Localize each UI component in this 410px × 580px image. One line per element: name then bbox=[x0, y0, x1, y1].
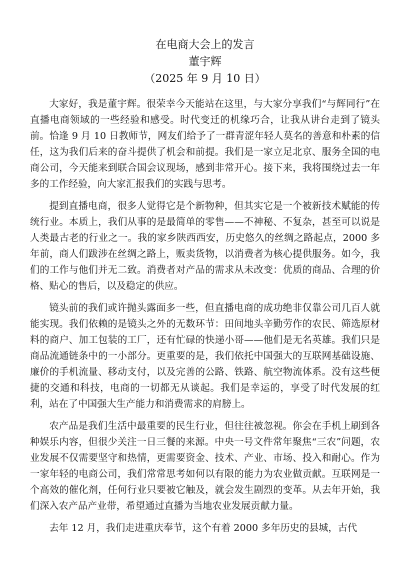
paragraph-fengjie: 去年 12 月，我们走进重庆奉节，这个有着 2000 多年历史的县城，古代 bbox=[49, 523, 358, 534]
paragraph-agriculture: 农产品是我们生活中最重要的民生行业，但往往被忽视。你会在手机上刷到各种娱乐内容，但很少关注一日三餐的来源。中央一号文件常年聚焦“三农”问题，农业发展不仅需要坚守和热情，更需要资金、技术、产业、市场、投入和耐心。作为一家年轻的电商公司，我们常常思考如何以有限的能力为农业做贡献。互联网是一个高效的催化剂，任何行业只要被它触及，就会发生剧烈的变革。从去年开始，我们深入农产品产业带，希望通过直播为当地农业发展贡献力量。 bbox=[30, 421, 380, 512]
document-body bbox=[30, 97, 380, 537]
document-date: （2025 年 9 月 10 日） bbox=[144, 72, 266, 85]
paragraph-behind-camera: 镜头前的我们或许抛头露面多一些，但直播电商的成功绝非仅靠公司几百人就能实现。我们依赖的是镜头之外的无数环节：田间地头辛勤劳作的农民、筛选原材料的商户、加工包装的工厂，还有忙碌的快递小哥——他们是无名英雄。我们只是商品流通链条中的一小部分。更重要的是，我们依托中国强大的互联网基础设施、廉价的手机流量、移动支付，以及完善的公路、铁路、航空物流体系。没有这些便捷的交通和科技，电商的一切都无从谈起。我们是幸运的，享受了时代发展的红利，站在了中国强大生产能力和消费需求的肩膀上。 bbox=[30, 303, 380, 410]
paragraph-live-commerce: 提到直播电商，很多人觉得它是个新物种，但其实它是一个被新技术赋能的传统行业。本质上，我们从事的是最简单的零售——不神秘、不复杂，甚至可以说是人类最古老的行业之一。我的家乡陕西西安，历史悠久的丝绸之路起点，2000 多年前，商人们跋涉在丝绸之路上，贩卖货物，以消费者为核心提供服务。如今，我们的工作与他们并无二致。消费者对产品的需求从未改变：优质的商品、合理的价格、贴心的售后，以及稳定的供应。 bbox=[30, 201, 380, 292]
paragraph-greeting: 大家好，我是董宇辉。很荣幸今天能站在这里，与大家分享我们“与辉同行”在直播电商领域的一些经验和感受。时代变迁的机缘巧合，让我从讲台走到了镜头前。恰逢 9 月 10 日教师节，网友们给予了一群青涩年轻人莫名的善意和朴素的信任，这为我们后来的奋斗提供了机会和前提。我们是一家立足北京、服务全国的电商公司，今天能来到联合国会议现场，感到非常开心。接下来，我将围绕过去一年多的工作经验，向大家汇报我们的实践与思考。 bbox=[30, 99, 380, 190]
document-header bbox=[30, 36, 380, 87]
document-title: 在电商大会上的发言 bbox=[155, 38, 255, 51]
document-author: 董宇辉 bbox=[188, 55, 222, 68]
